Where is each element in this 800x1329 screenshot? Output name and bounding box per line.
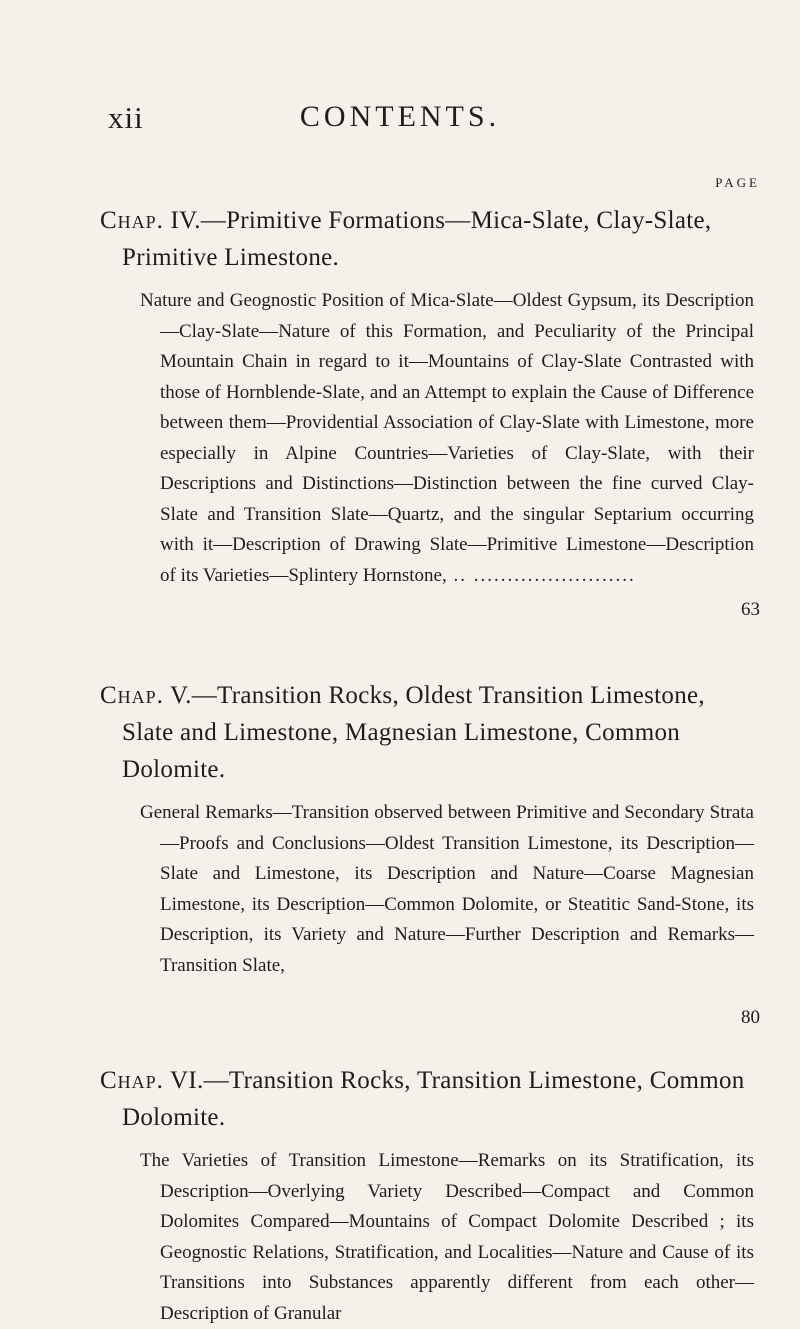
chapter-title-text: IV.—Primitive Formations—Mica-Slate, Clay-Slate, Primitive Limestone. bbox=[122, 207, 712, 271]
chapter-word: Chap. bbox=[100, 682, 164, 709]
chapter-entry bbox=[0, 1062, 800, 1329]
chapter-title-text: VI.—Transition Rocks, Transition Limestone, Common Dolomite. bbox=[122, 1067, 745, 1131]
chapter-word: Chap. bbox=[100, 207, 164, 234]
chapter-summary bbox=[140, 798, 754, 981]
page-folio: xii bbox=[108, 100, 144, 135]
chapter-page-number: 80 bbox=[741, 1007, 760, 1028]
dot-leader: .. ........................ bbox=[446, 564, 636, 586]
page-column-label: PAGE bbox=[715, 175, 760, 190]
chapter-summary-text: The Varieties of Transition Limestone—Remarks on its Stratification, its Description—Overlying Variety Described—Compact and Common Dolomites Compared—Mountains of Compact Dolomite Described ; its Geognostic Relations, Stratification, and Localities—Nature and Cause of its Transitions into Substances apparently different from each other—Description of Granular bbox=[140, 1150, 754, 1324]
page-header bbox=[0, 100, 800, 160]
chapter-summary-text: Nature and Geognostic Position of Mica-Slate—Oldest Gypsum, its Description—Clay-Slate—Nature of this Formation, and Peculiarity of the Principal Mountain Chain in regard to it—Mountains of Clay-Slate Contrasted with those of Hornblende-Slate, and an Attempt to explain the Cause of Difference between them—Providential Association of Clay-Slate with Limestone, more especially in Alpine Countries—Varieties of Clay-Slate, with their Descriptions and Distinctions—Distinction between the fine curved Clay-Slate and Transition Slate—Quartz, and the singular Septarium occurring with it—Description of Drawing Slate—Primitive Limestone—Description of its Varieties—Splintery Hornstone, bbox=[140, 290, 754, 586]
chapter-summary bbox=[140, 1146, 754, 1329]
chapter-title bbox=[100, 202, 758, 276]
running-title: CONTENTS. bbox=[299, 100, 501, 133]
chapter-summary-text: General Remarks—Transition observed between Primitive and Secondary Strata—Proofs and Conclusions—Oldest Transition Limestone, its Description—Slate and Limestone, its Description and Nature—Coarse Magnesian Limestone, its Description—Common Dolomite, or Steatitic Sand-Stone, its Description, its Variety and Nature—Further Description and Remarks—Transition Slate, bbox=[140, 802, 754, 976]
chapter-title bbox=[100, 1062, 758, 1136]
chapter-entry bbox=[0, 677, 800, 1028]
chapter-word: Chap. bbox=[100, 1067, 164, 1094]
chapter-entry bbox=[0, 202, 800, 620]
chapter-title bbox=[100, 677, 758, 788]
chapter-title-text: V.—Transition Rocks, Oldest Transition Limestone, Slate and Limestone, Magnesian Limestone, Common Dolomite. bbox=[122, 682, 705, 783]
chapter-summary bbox=[140, 286, 754, 591]
chapter-page-number: 63 bbox=[741, 599, 760, 620]
